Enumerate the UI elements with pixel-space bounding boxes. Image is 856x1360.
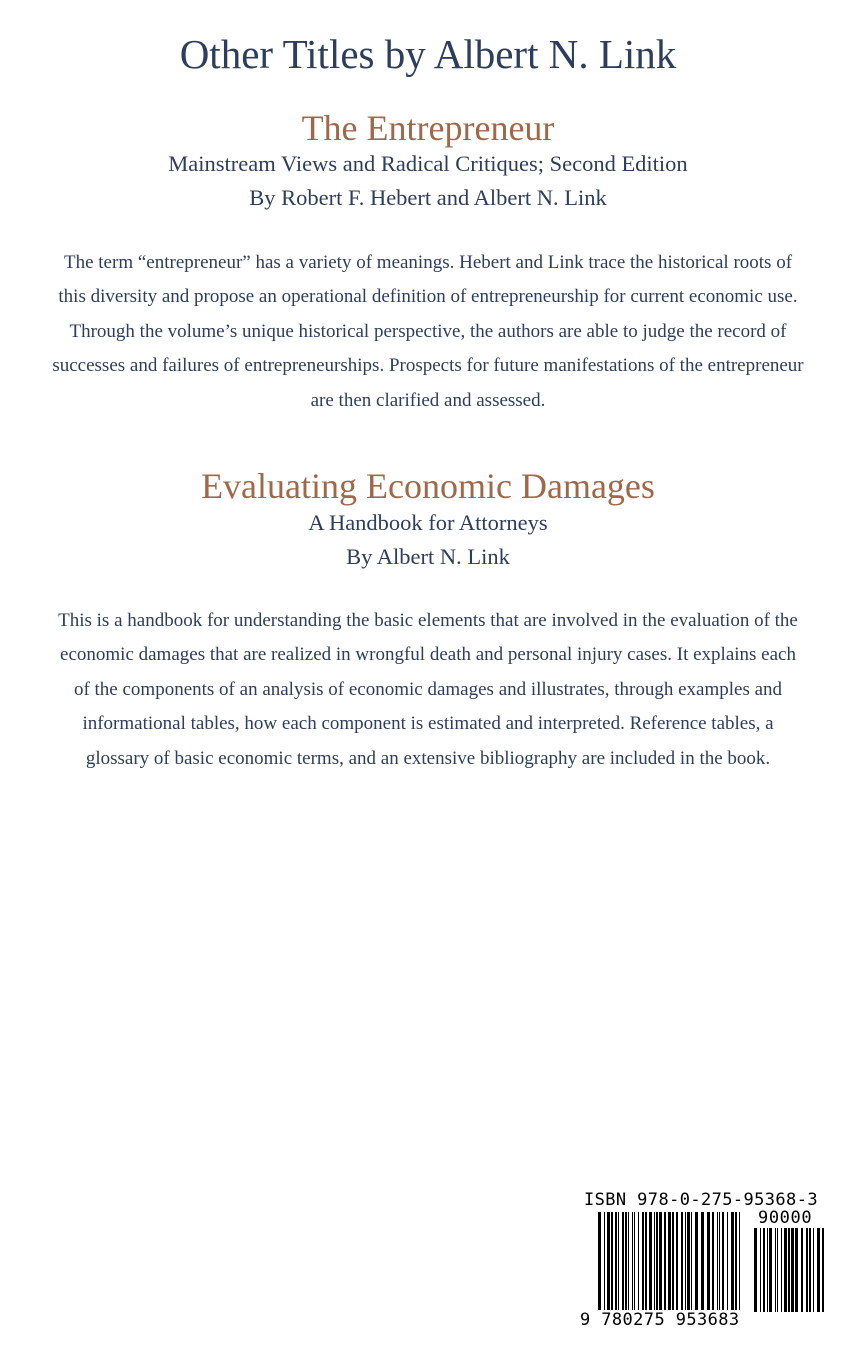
barcode-bar <box>654 1212 655 1318</box>
barcode-bar <box>717 1212 718 1318</box>
barcode-bar <box>760 1228 761 1312</box>
barcode-bar <box>618 1212 619 1318</box>
barcode-bar <box>672 1212 674 1318</box>
isbn-barcode <box>578 1186 830 1334</box>
book-authors: By Albert N. Link <box>346 544 510 569</box>
barcode-bar <box>731 1212 734 1318</box>
barcode-bar <box>806 1228 808 1312</box>
barcode-bar <box>707 1212 710 1318</box>
barcode-bar <box>628 1212 629 1318</box>
barcode-bar <box>735 1212 737 1318</box>
barcode-bar <box>739 1212 740 1318</box>
barcode-bar <box>598 1212 601 1318</box>
ean-digits: 9 780275 953683 <box>580 1310 740 1330</box>
barcode-bar <box>719 1212 720 1318</box>
book-title: The Entrepreneur <box>301 108 555 148</box>
isbn-label: ISBN 978-0-275-95368-3 <box>584 1190 818 1210</box>
barcode-bar <box>777 1228 778 1312</box>
barcode-bar <box>763 1228 765 1312</box>
barcode-bar <box>784 1228 787 1312</box>
barcode-bar <box>649 1212 652 1318</box>
barcode-bar <box>668 1212 671 1318</box>
barcode-bar <box>781 1228 782 1312</box>
price-code: 90000 <box>758 1208 813 1228</box>
barcode-bar <box>791 1228 794 1312</box>
barcode-bar <box>676 1212 678 1318</box>
barcode-bar <box>615 1212 617 1318</box>
barcode-bar <box>607 1212 610 1318</box>
book-subtitle: Mainstream Views and Radical Critiques; Second Edition <box>168 151 688 176</box>
barcode-bar <box>809 1228 811 1312</box>
barcode-bar <box>632 1212 633 1318</box>
barcode-bar <box>817 1228 820 1312</box>
barcode-bar <box>701 1212 704 1318</box>
barcode-bar <box>645 1212 647 1318</box>
barcode-bar <box>754 1228 757 1312</box>
barcode-bar <box>769 1228 772 1312</box>
barcode-bar <box>795 1228 798 1312</box>
book-description: This is a handbook for understanding the basic elements that are involved in the evaluation of the economic damages that are realized in wrongful death and personal injury cases. It explains each of the components of an analysis of economic damages and illustrates, through examples and informational tables, how each component is estimated and interpreted. Reference tables, a glossary of basic economic terms, and an extensive bibliography are included in the book. <box>58 610 798 769</box>
barcode-bar <box>622 1212 624 1318</box>
barcode-bar <box>664 1212 666 1318</box>
barcode-bar <box>625 1212 627 1318</box>
barcode-bar <box>611 1212 613 1318</box>
barcode-bar <box>727 1212 728 1318</box>
barcode-bar <box>691 1212 692 1318</box>
book-title: Evaluating Economic Damages <box>201 466 655 506</box>
barcode-bar <box>813 1228 814 1312</box>
barcode-bar <box>712 1212 714 1318</box>
barcode-bar <box>685 1212 686 1318</box>
barcode-bar <box>656 1212 658 1318</box>
barcode-bar <box>775 1228 776 1312</box>
book-authors: By Robert F. Hebert and Albert N. Link <box>249 185 607 210</box>
page-title: Other Titles by Albert N. Link <box>179 31 677 77</box>
barcode-bar <box>681 1212 683 1318</box>
book-subtitle: A Handbook for Attorneys <box>308 510 548 535</box>
barcode-bar <box>638 1212 639 1318</box>
barcode-bar <box>801 1228 803 1312</box>
barcode-bar <box>604 1212 605 1318</box>
barcode-bar <box>722 1212 724 1318</box>
barcode-bar <box>659 1212 662 1318</box>
book-description: The term “entrepreneur” has a variety of meanings. Hebert and Link trace the historical roots of this diversity and propose an operational definition of entrepreneurship for current economic use. Through the volume’s unique historical perspective, the authors are able to judge the record of successes and failures of entrepreneurships. Prospects for future manifestations of the entrepreneur are then clarified and assessed. <box>52 252 804 411</box>
barcode-bar <box>695 1212 698 1318</box>
barcode-bar <box>634 1212 635 1318</box>
barcode-bar <box>687 1212 690 1318</box>
barcode-bar <box>642 1212 644 1318</box>
barcode-bar <box>788 1228 790 1312</box>
barcode-bar <box>767 1228 768 1312</box>
barcode-bar <box>822 1228 824 1312</box>
